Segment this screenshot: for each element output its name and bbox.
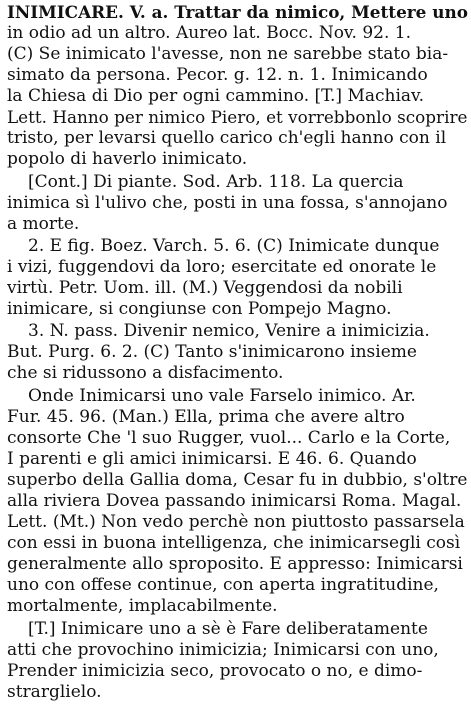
entry-line: INIMICARE. V. a. Trattar da nimico, Mettere uno: [7, 2, 468, 22]
entry-line: Prender inimicizia seco, provocato o no, e dimo-: [7, 661, 423, 681]
entry-line: inimica sì l'ulivo che, posti in una fossa, s'annojano: [7, 193, 448, 213]
entry-line: alla riviera Dovea passando inimicarsi Roma. Magal.: [7, 491, 462, 511]
entry-line: virtù. Petr. Uom. ill. (M.) Veggendosi da nobili: [7, 278, 403, 298]
entry-line: 2. E fig. Boez. Varch. 5. 6. (C) Inimicate dunque: [28, 236, 440, 256]
entry-line: i vizi, fuggendovi da loro; esercitate ed onorate le: [7, 257, 437, 277]
entry-line: 3. N. pass. Divenir nemico, Venire a inimicizia.: [28, 321, 430, 341]
entry-line: con essi in buona intelligenza, che inimicarsegli così: [7, 533, 461, 553]
entry-line: uno con offese continue, con aperta ingratitudine,: [7, 575, 439, 595]
entry-line: strarglielo.: [7, 682, 102, 702]
entry-line: mortalmente, implacabilmente.: [7, 596, 278, 616]
entry-line: a morte.: [7, 214, 80, 234]
entry-line: in odio ad un altro. Aureo lat. Bocc. Nov. 92. 1.: [7, 23, 411, 43]
entry-line: tristo, per levarsi quello carico ch'egli hanno con il: [7, 128, 447, 148]
entry-line: la Chiesa di Dio per ogni cammino. [T.] Machiav.: [7, 86, 425, 106]
entry-line: But. Purg. 6. 2. (C) Tanto s'inimicarono insieme: [7, 342, 417, 362]
entry-line: inimicare, si congiunse con Pompejo Magno.: [7, 299, 392, 319]
entry-line: che si ridussono a disfacimento.: [7, 363, 284, 383]
entry-line: atti che provochino inimicizia; Inimicarsi con uno,: [7, 640, 439, 660]
entry-line: popolo di haverlo inimicato.: [7, 149, 248, 169]
entry-line: Lett. (Mt.) Non vedo perchè non piuttosto passarsela: [7, 512, 465, 532]
entry-line: generalmente allo sproposito. E appresso: Inimicarsi: [7, 554, 463, 574]
entry-line: Onde Inimicarsi uno vale Farselo inimico. Ar.: [28, 386, 416, 406]
entry-line: I parenti e gli amici inimicarsi. E 46. 6. Quando: [7, 449, 417, 469]
entry-line: simato da persona. Pecor. g. 12. n. 1. Inimicando: [7, 65, 428, 85]
entry-line: Fur. 45. 96. (Man.) Ella, prima che avere altro: [7, 407, 405, 427]
entry-line: [T.] Inimicare uno a sè è Fare deliberatamente: [28, 619, 428, 639]
entry-line: (C) Se inimicato l'avesse, non ne sarebbe stato bia-: [7, 44, 449, 64]
entry-line: Lett. Hanno per nimico Piero, et vorrebbonlo scoprire: [7, 107, 468, 127]
entry-line: superbo della Gallia doma, Cesar fu in dubbio, s'oltre: [7, 470, 468, 490]
entry-line: consorte Che 'l suo Rugger, vuol... Carlo e la Corte,: [7, 428, 451, 448]
entry-line: [Cont.] Di piante. Sod. Arb. 118. La quercia: [28, 172, 404, 192]
